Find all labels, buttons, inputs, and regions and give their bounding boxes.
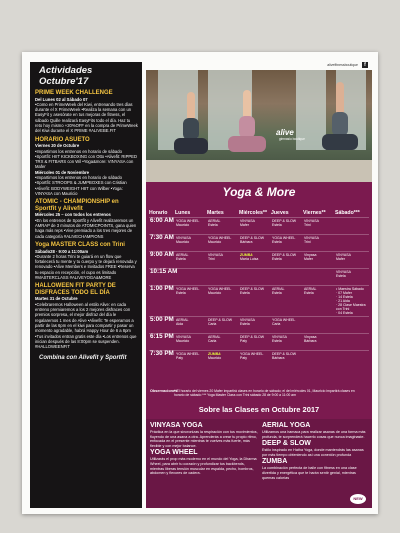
class-entry: Estela [304,291,314,295]
schedule-cell [207,218,239,235]
class-name: ZUMBA [262,458,288,466]
section-date: Del Lunes 02 al Sábado 07 [35,96,88,102]
class-entry: YOGA WHEEL [208,236,232,240]
facebook-icon: f [362,62,368,68]
schedule-cell [239,286,271,317]
class-entry: DEEP & SLOW [272,253,297,257]
class-entry: · 04 Estela [336,311,353,315]
schedule-cell [271,218,303,235]
class-entry: DEEP & SLOW [272,219,297,223]
person-figure [174,92,208,172]
class-entry: Mauricio [176,223,190,227]
class-name: AERIAL YOGA [262,422,311,429]
class-name: YOGA WHEEL [150,449,198,457]
class-entry: Aida [176,322,184,326]
section-date: Miércoles 25 – con todos los entrenos [35,212,111,218]
yoga-photo [146,70,372,182]
class-entry: AERIAL [208,335,221,339]
activities-panel [30,62,142,508]
class-entry: VINYASA [176,236,191,240]
class-entry: Estela [272,291,282,295]
class-entry: VINYASA [336,270,351,274]
schedule-column-header: Lunes [175,210,191,216]
class-entry: Mauricio [176,240,190,244]
schedule-cell [335,235,369,252]
schedule-cell [207,269,239,286]
schedule-cell [207,286,239,317]
section-body: •Durante 2 horas Trini te guiará en un flow que fortalecerá tu mente y tu cuerpo y te dejará renovada y renovado •Alive Members e Invitados FREE •Reserva tu espacio en recepción, el cupo es limitado #MASTERCLASS #ALIVEYOGA&MORE [35,253,137,280]
schedule-column-header: Viernes** [303,210,326,216]
schedule-cell [175,334,207,351]
schedule-cell [207,334,239,351]
time-slot: 7:30 AM [149,235,175,252]
class-text: Utilizarás el prop más moderno en el mundo del Yoga, la Dharma Wheel, para abrir tu corazón y profundizar tus backbends, mientras liberas tensión muscular en espalda, pecho, hombros, abdomen y flexores de cadera. [150,457,257,476]
class-entry: Carla [272,322,281,326]
schedule-cell [271,351,303,368]
schedule-cell [303,235,335,252]
website-text: alivefitnessboutique [327,63,358,67]
schedule-row [149,269,369,286]
class-entry: • Maestra Sábado [336,287,364,291]
schedule-cell [239,317,271,334]
class-entry: VINYASA [176,335,191,339]
section-body: •Impartimos los entrenos en horario de sábado •Sportfit: HIIT KICKBOXING con Otto •Alivefit: RIPPED TRX & FITBARS con Wil •Yoga&more: VINYASA con Mafer [35,148,137,170]
person-figure [228,90,266,172]
section-heading: HORARIO ASUETO [35,136,90,143]
class-text: Utilizamos una hamaca para realizar asanas de una forma más profunda, te sorprenderá hacerlo cosas que nunca imaginaste. [262,430,366,439]
schedule-column-header: Miércoles** [239,210,267,216]
schedule-row [149,286,369,317]
schedule-column-header: Horario [149,210,168,216]
schedule-cell [271,317,303,334]
yoga-more-title: Yoga & More [222,185,296,199]
schedule-column-header: Martes [207,210,224,216]
schedule-cell [271,269,303,286]
class-entry: YOGA WHEEL [208,287,232,291]
section-body: •Como en PrimeWeek del Kiwi, entrenando tres días durante el X PrimeWeek •Realiza la semana con un EasyFit y asesórate en tus mejoras de fitness, el sábado Quille realizará EasyFits todo el día. Haz tu reto hoy mismo +20%OFF en la compra de PrimeWeek del Kiwi durante el X PRIME #ALIVEBE.FIT [35,101,138,134]
schedule-cell [175,218,207,235]
class-entry: Mauricio [208,291,222,295]
class-entry: YOGA WHEEL [176,219,200,223]
schedule-cell [303,269,335,286]
class-entry: Trini [304,223,311,227]
schedule-cell [271,235,303,252]
section-date: Sábado28 · 9:00 a 11:00am [35,248,89,254]
schedule-cell [207,351,239,368]
about-classes-title: Sobre las Clases en Octubre 2017 [198,405,320,414]
class-entry: Estela [272,223,282,227]
class-entry: VINYASA [208,253,223,257]
class-entry: · 21 Aida [336,299,350,303]
schedule-cell [335,269,369,286]
class-entry: DEEP & SLOW [240,236,265,240]
section-date: Martes 31 de Octubre [35,296,78,302]
schedule-cell [335,286,369,317]
time-slot: 6:15 PM [149,334,175,351]
schedule-cell [207,235,239,252]
class-entry: DEEP & SLOW [240,335,265,339]
schedule-cell [175,317,207,334]
class-entry: Paty [176,356,184,360]
class-entry: AERIAL [304,287,317,291]
time-slot: 6:00 AM [149,218,175,235]
schedule-column-header: Sábado*** [335,210,360,216]
class-entry: · 14 Estela [336,295,353,299]
schedule-cell [303,286,335,317]
time-slot: 7:30 PM [149,351,175,368]
section-heading: Yoga MASTER CLASS con Trini [35,241,125,248]
schedule-cell [335,334,369,351]
time-slot: 10:15 AM [149,269,175,286]
schedule-cell [239,269,271,286]
class-text: La combinación perfecta de baile con fitness en una clase divertida y energética que te harán sentir genial, mientras quemas calorías [262,466,357,480]
class-name: VINYASA YOGA [150,422,203,429]
class-entry: VINYASA [304,236,319,240]
schedule-cell [239,252,271,269]
class-entry: Paty [240,339,248,343]
class-entry: ZUMBA [240,253,253,257]
class-entry: Paty [240,356,248,360]
section-body: •Impartimos los entrenos en horario de sábado •Sportfit: STROOPS & JUMPBOXES con Cristian •Alivefit: BODYWEIGHT HIIT con Wilber •Yoga: VINYASA con Mauricio [35,175,127,196]
schedule-cell [335,252,369,269]
schedule-row [149,218,369,235]
class-entry: YOGA WHEEL [176,352,200,356]
schedule-cell [175,269,207,286]
schedule-row [149,252,369,269]
yoga-panel [146,62,372,508]
alive-logo-sub: gimnasio boutique [279,137,305,141]
class-entry: ZUMBA [208,352,221,356]
class-entry: Estela [240,322,250,326]
schedule-cell [303,351,335,368]
class-entry: Bárbara [272,356,285,360]
schedule-cell [175,286,207,317]
observations-label: Observaciones [150,389,178,393]
class-entry: Carla [208,339,217,343]
section-heading: PRIME WEEK CHALLENGE [35,90,113,96]
class-entry: Trini [304,240,311,244]
class-entry: VINYASA [240,318,255,322]
class-entry: Estela [208,223,218,227]
class-entry: Vinyasa [304,253,317,257]
schedule-cell [271,334,303,351]
combine-footer: Combina con Alivefit y Sportfit [39,355,127,362]
observations-text: **El horario del viernes 20 Mafer impartirá clases en horario de sábado; el del miércoles 01, Mauricio impartirá clases en horario de sábado *** Yoga Master Class con Trini sábado 28 de 9:00 a 11:00 am [174,389,355,398]
schedule-cell [271,286,303,317]
title-line-1: Actividades [39,65,93,76]
class-entry: Trini [208,257,215,261]
class-entry: Estela [272,339,282,343]
activities-title [39,66,138,87]
descriptions-right [262,421,370,480]
schedule-cell [303,252,335,269]
class-entry: DEEP & SLOW [240,287,265,291]
class-entry: Carla [208,322,217,326]
class-entry: Bárbara [240,240,253,244]
schedule-row [149,351,369,368]
class-entry: Mauricio [208,240,222,244]
class-entry: VINYASA [336,253,351,257]
schedule-panel [146,201,372,419]
schedule-cell [175,351,207,368]
class-entry: Estela [176,291,186,295]
class-entry: DEEP & SLOW [208,318,233,322]
schedule-cell [335,218,369,235]
class-entry: Estela [176,257,186,261]
schedule-cell [207,317,239,334]
schedule-cell [239,218,271,235]
class-entry: · 07 Mafer [336,291,352,295]
class-descriptions [146,419,372,508]
schedule-cell [207,252,239,269]
schedule-row [149,235,369,252]
class-entry: YOGA WHEEL [240,352,264,356]
schedule-cell [239,334,271,351]
class-entry: Estela [272,240,282,244]
descriptions-left [150,421,258,476]
class-entry: Estela [240,291,250,295]
class-entry: Mafer [304,257,313,261]
schedule-row [149,334,369,351]
class-entry: Estela [336,274,346,278]
schedule-cell [239,351,271,368]
class-entry: Mauricio [176,339,190,343]
class-entry: Mafer [336,257,345,261]
class-entry: AERIAL [176,318,189,322]
class-entry: Mauricio [208,356,222,360]
class-name: DEEP & SLOW [262,440,311,448]
flyer-page [22,52,378,514]
section-heading: HALLOWEEN FIT PARTY DE DISFRACES TODO EL DÍA [35,283,116,296]
class-text: Práctica en la que sincronizas la respiración con tus movimientos, fluyendo de una asana a otra. Aprenderás a crear tu propio ritmo, enfocada en el presente mientras te vuelves más fuerte, más flexible y con mejor balance. [150,430,258,448]
schedule-cell [303,317,335,334]
schedule-table [149,209,369,368]
person-figure [322,82,358,172]
class-entry: VINYASA [272,335,287,339]
schedule-cell [335,351,369,368]
schedule-cell [303,218,335,235]
class-entry: Vinyasa [304,335,317,339]
schedule-cell [271,252,303,269]
class-entry: AERIAL [272,287,285,291]
class-entry: YOGA WHEEL [272,318,296,322]
class-entry: Estela [272,257,282,261]
time-slot: 9:00 AM [149,252,175,269]
title-line-2: Octubre'17 [39,75,89,87]
class-entry: Mafer [240,223,249,227]
alive-logo: alive [276,128,294,137]
time-slot: 5:00 PM [149,317,175,334]
section-body: •Celebraremos Halloween al estilo Alive: en cada entreno premiaremos a los 2 mejores disfraces con premios sorpresa, el mejor disfraz del día le regalaremos 1 mes de Alive •Alivefit: Te esperamos a partir de las 6pm en el kiwi para compartir y pasar un momento agradable, habrá Happy Hour de 6 a 8pm •Tus invitados entran gratis este día •Los entrenos que inician después de las 8:00pm se suspenden. #HALLOWEENFIT [35,301,137,350]
class-entry: AERIAL [176,253,189,257]
class-entry: María Luisa [240,257,259,261]
schedule-cell [335,317,369,334]
class-entry: VINYASA [304,219,319,223]
new-badge: NEW [350,494,366,504]
activities-sections [35,90,138,349]
class-entry: YOGA WHEEL [272,236,296,240]
class-entry: Bárbara [304,339,317,343]
schedule-cell [175,252,207,269]
schedule-cell [303,334,335,351]
section-date: Viernes 20 de Octubre [35,143,80,149]
time-slot: 1:00 PM [149,286,175,317]
section-date: Miércoles 01 de Noviembre [35,169,89,175]
class-entry: · 28 Clase Maestra con Trini [336,303,366,311]
schedule-header [149,209,369,218]
schedule-row [149,317,369,334]
schedule-cell [175,235,207,252]
section-body: •En los entrenos de Sportfit y Alivefit realizaremos un AMRAP de 3 minutos de ATOMICPOINTS, gana quien haga más reps •Vive premiado a los tres mejores de cada categoría #ALIVECHAMPIONS [35,217,137,239]
class-entry: VINYASA [240,219,255,223]
schedule-cell [239,235,271,252]
schedule-column-header: Jueves [271,210,289,216]
section-heading: ATOMIC - CHAMPIONSHIP en Sportfit y Alivefit [35,199,119,212]
class-text: Estilo inspirado en Hatha Yoga, donde mantendrás las asanas por más tiempo obteniendo así una conexión profunda [262,448,364,457]
class-entry: AERIAL [208,219,221,223]
class-entry: DEEP & SLOW [272,352,297,356]
class-entry: YOGA WHEEL [176,287,200,291]
